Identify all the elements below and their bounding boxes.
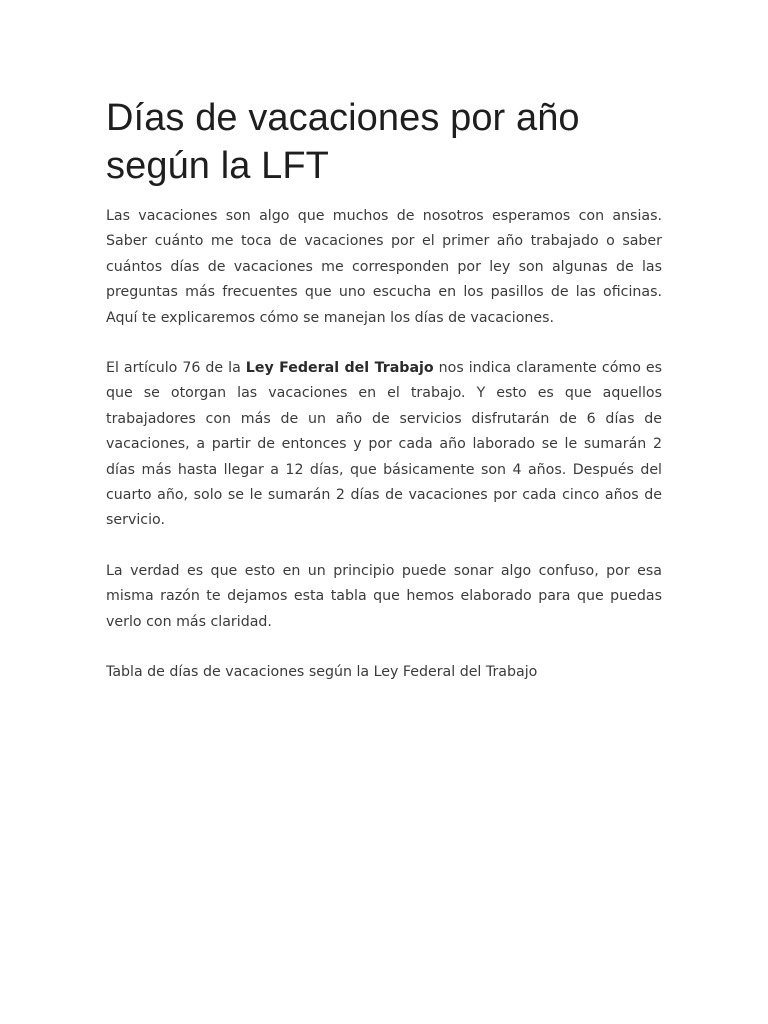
law-paragraph <box>106 356 662 534</box>
law-paragraph-before: El artículo 76 de la <box>106 360 246 377</box>
intro-paragraph: Las vacaciones son algo que muchos de nosotros esperamos con ansias. Saber cuánto me toca de vacaciones por el primer año trabajado o saber cuántos días de vacaciones me corresponden por ley son algunas de las preguntas más frecuentes que uno escucha en los pasillos de las oficinas. Aquí te explicaremos cómo se manejan los días de vacaciones. <box>106 208 662 326</box>
law-paragraph-after: nos indica claramente cómo es que se otorgan las vacaciones en el trabajo. Y esto es que aquellos trabajadores con más de un año de servicios disfrutarán de 6 días de vacaciones, a partir de entonces y por cada año laborado se le sumarán 2 días más hasta llegar a 12 días, que básicamente son 4 años. Después del cuarto año, solo se le sumarán 2 días de vacaciones por cada cinco años de servicio. <box>106 360 662 529</box>
page-title: Días de vacaciones por año según la LFT <box>106 97 580 187</box>
law-name-bold: Ley Federal del Trabajo <box>245 360 434 377</box>
table-caption: Tabla de días de vacaciones según la Ley Federal del Trabajo <box>106 664 538 681</box>
article <box>106 94 662 686</box>
table-intro-paragraph: La verdad es que esto en un principio puede sonar algo confuso, por esa misma razón te dejamos esta tabla que hemos elaborado para que puedas verlo con más claridad. <box>106 562 662 630</box>
